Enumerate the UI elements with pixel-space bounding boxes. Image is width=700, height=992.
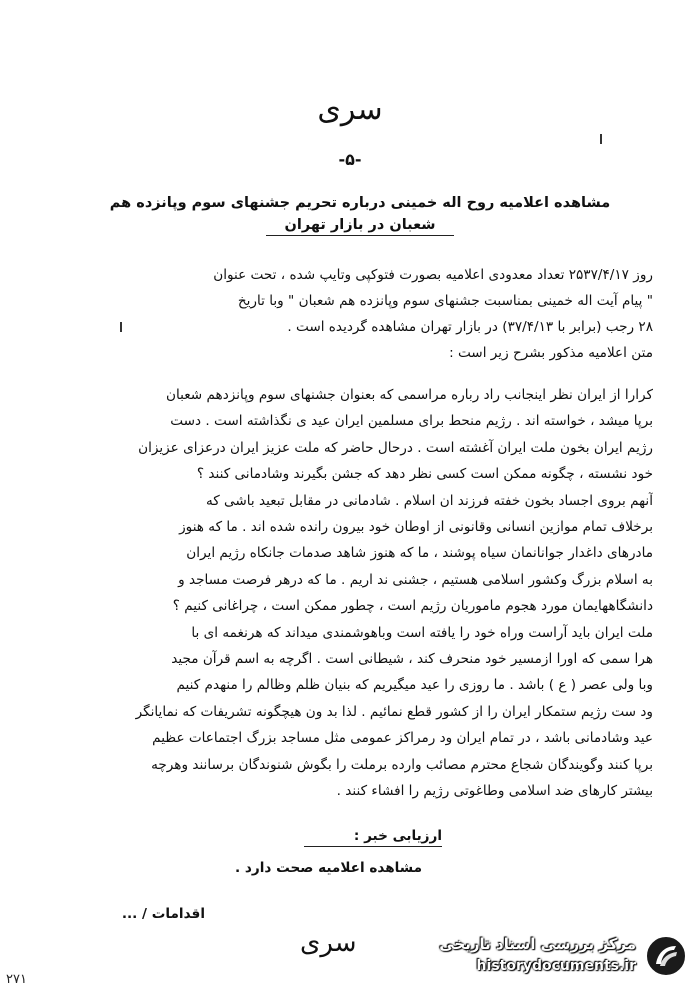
body-line: ود ست رژیم ستمکار ایران را از کشور قطع نمائیم . لذا بد ون هیچگونه تشریفات که نمایانگر <box>135 703 653 720</box>
intro-paragraph <box>58 262 653 366</box>
statement-body <box>58 382 653 805</box>
subject-line-1: مشاهده اعلامیه روح اله خمینی درباره تحریم جشنهای سوم وپانزده هم <box>109 195 611 211</box>
handwritten-mark <box>600 134 602 144</box>
body-line: رژیم ایران بخون ملت ایران آغشته است . درحال حاضر که ملت عزیز ایران درعزای عزیزان <box>138 439 653 456</box>
page-number: ۲۷۱ <box>6 972 27 987</box>
body-line: ملت ایران باید آراست وراه خود را یافته است وباهوشمندی میداند که هرنغمه ای با <box>191 624 653 641</box>
body-line: برپا کنند وگویندگان شجاع محترم مصائب وارده برملت را بگوش شنوندگان برسانند وهرچه <box>151 756 653 773</box>
body-line: برخلاف تمام موازین انسانی وقانونی از اوطان خود بیرون رانده شده اند . ما که هنوز <box>179 519 653 536</box>
body-line: دانشگاههایمان مورد هجوم ماموریان رژیم است ، چطور ممکن است ، چراغانی کنیم ؟ <box>172 598 653 615</box>
classification-stamp-top: سری <box>317 92 383 127</box>
body-line: وبا ولی عصر ( ع ) باشد . ما روزی را عید میگیریم که بنیان ظلم وظالم را منهدم کنیم <box>176 677 653 694</box>
handwritten-mark <box>120 322 122 332</box>
watermark-title: مرکز بررسی اسناد تاریخی <box>439 935 636 953</box>
body-line: به اسلام بزرگ وکشور اسلامی هستیم ، جشنی ند اریم . ما که درهر فرصت مساجد و <box>178 571 653 588</box>
classification-stamp-bottom: سری <box>300 928 357 958</box>
body-line: برپا میشد ، خواسته اند . رژیم منحط برای مسلمین ایران عید ی نگذاشته است . دست <box>170 413 653 430</box>
intro-line: ۲۸ رجب (برابر با ۳۷/۴/۱۳) در بازار تهران مشاهده گردیده است . <box>287 319 653 335</box>
document-number: -۵- <box>338 150 362 169</box>
subject-line-2 <box>80 214 640 236</box>
body-line: بیشتر کارهای ضد اسلامی وطاغوتی رژیم را افشاء کنند . <box>336 783 653 800</box>
body-line: آنهم بروی اجساد بخون خفته فرزند ان اسلام . شادمانی در مقابل تبعید باشی که <box>205 492 653 509</box>
body-line: عید وشادمانی باشد ، در تمام ایران ود رمراکز عمومی مثل مساجد بزرگ اجتماعات عظیم <box>152 730 653 747</box>
watermark-url: historydocuments.ir <box>476 958 636 974</box>
intro-line: " پیام آیت اله خمینی بمناسبت جشنهای سوم وپانزده هم شعبان " وبا تاریخ <box>237 293 653 309</box>
body-line: خود نشسته ، چگونه ممکن است کسی نظر دهد که جشن بگیرند وشادمانی کنند ؟ <box>196 466 653 483</box>
document-subject <box>80 192 640 236</box>
body-line: هرا سمی که اورا ازمسیر خود منحرف کند ، شیطانی است . اگرچه به اسم قرآن مجید <box>171 651 653 668</box>
intro-line: روز ۲۵۳۷/۴/۱۷ تعداد معدودی اعلامیه بصورت فتوکپی وتایپ شده ، تحت عنوان <box>213 267 653 283</box>
evaluation-text: مشاهده اعلامیه صحت دارد . <box>235 860 422 876</box>
subject-line-2-text: شعبان در بازار تهران <box>266 217 453 236</box>
body-line: مادرهای داغدار جوانانمان سیاه پوشند ، ما که هنوز شاهد صدمات جانکاه رژیم ایران <box>186 545 653 562</box>
watermark <box>428 934 688 982</box>
body-line: کرارا از ایران نظر اینجانب راد رباره مراسمی که بعنوان جشنهای سوم وپانزدهم شعبان <box>166 387 653 403</box>
intro-line: متن اعلامیه مذکور بشرح زیر است : <box>449 345 653 361</box>
documents-center-logo-icon <box>644 934 688 978</box>
evaluation-label: ارزیابی خبر : <box>304 828 442 847</box>
actions-text: اقدامات / ... <box>121 906 205 922</box>
